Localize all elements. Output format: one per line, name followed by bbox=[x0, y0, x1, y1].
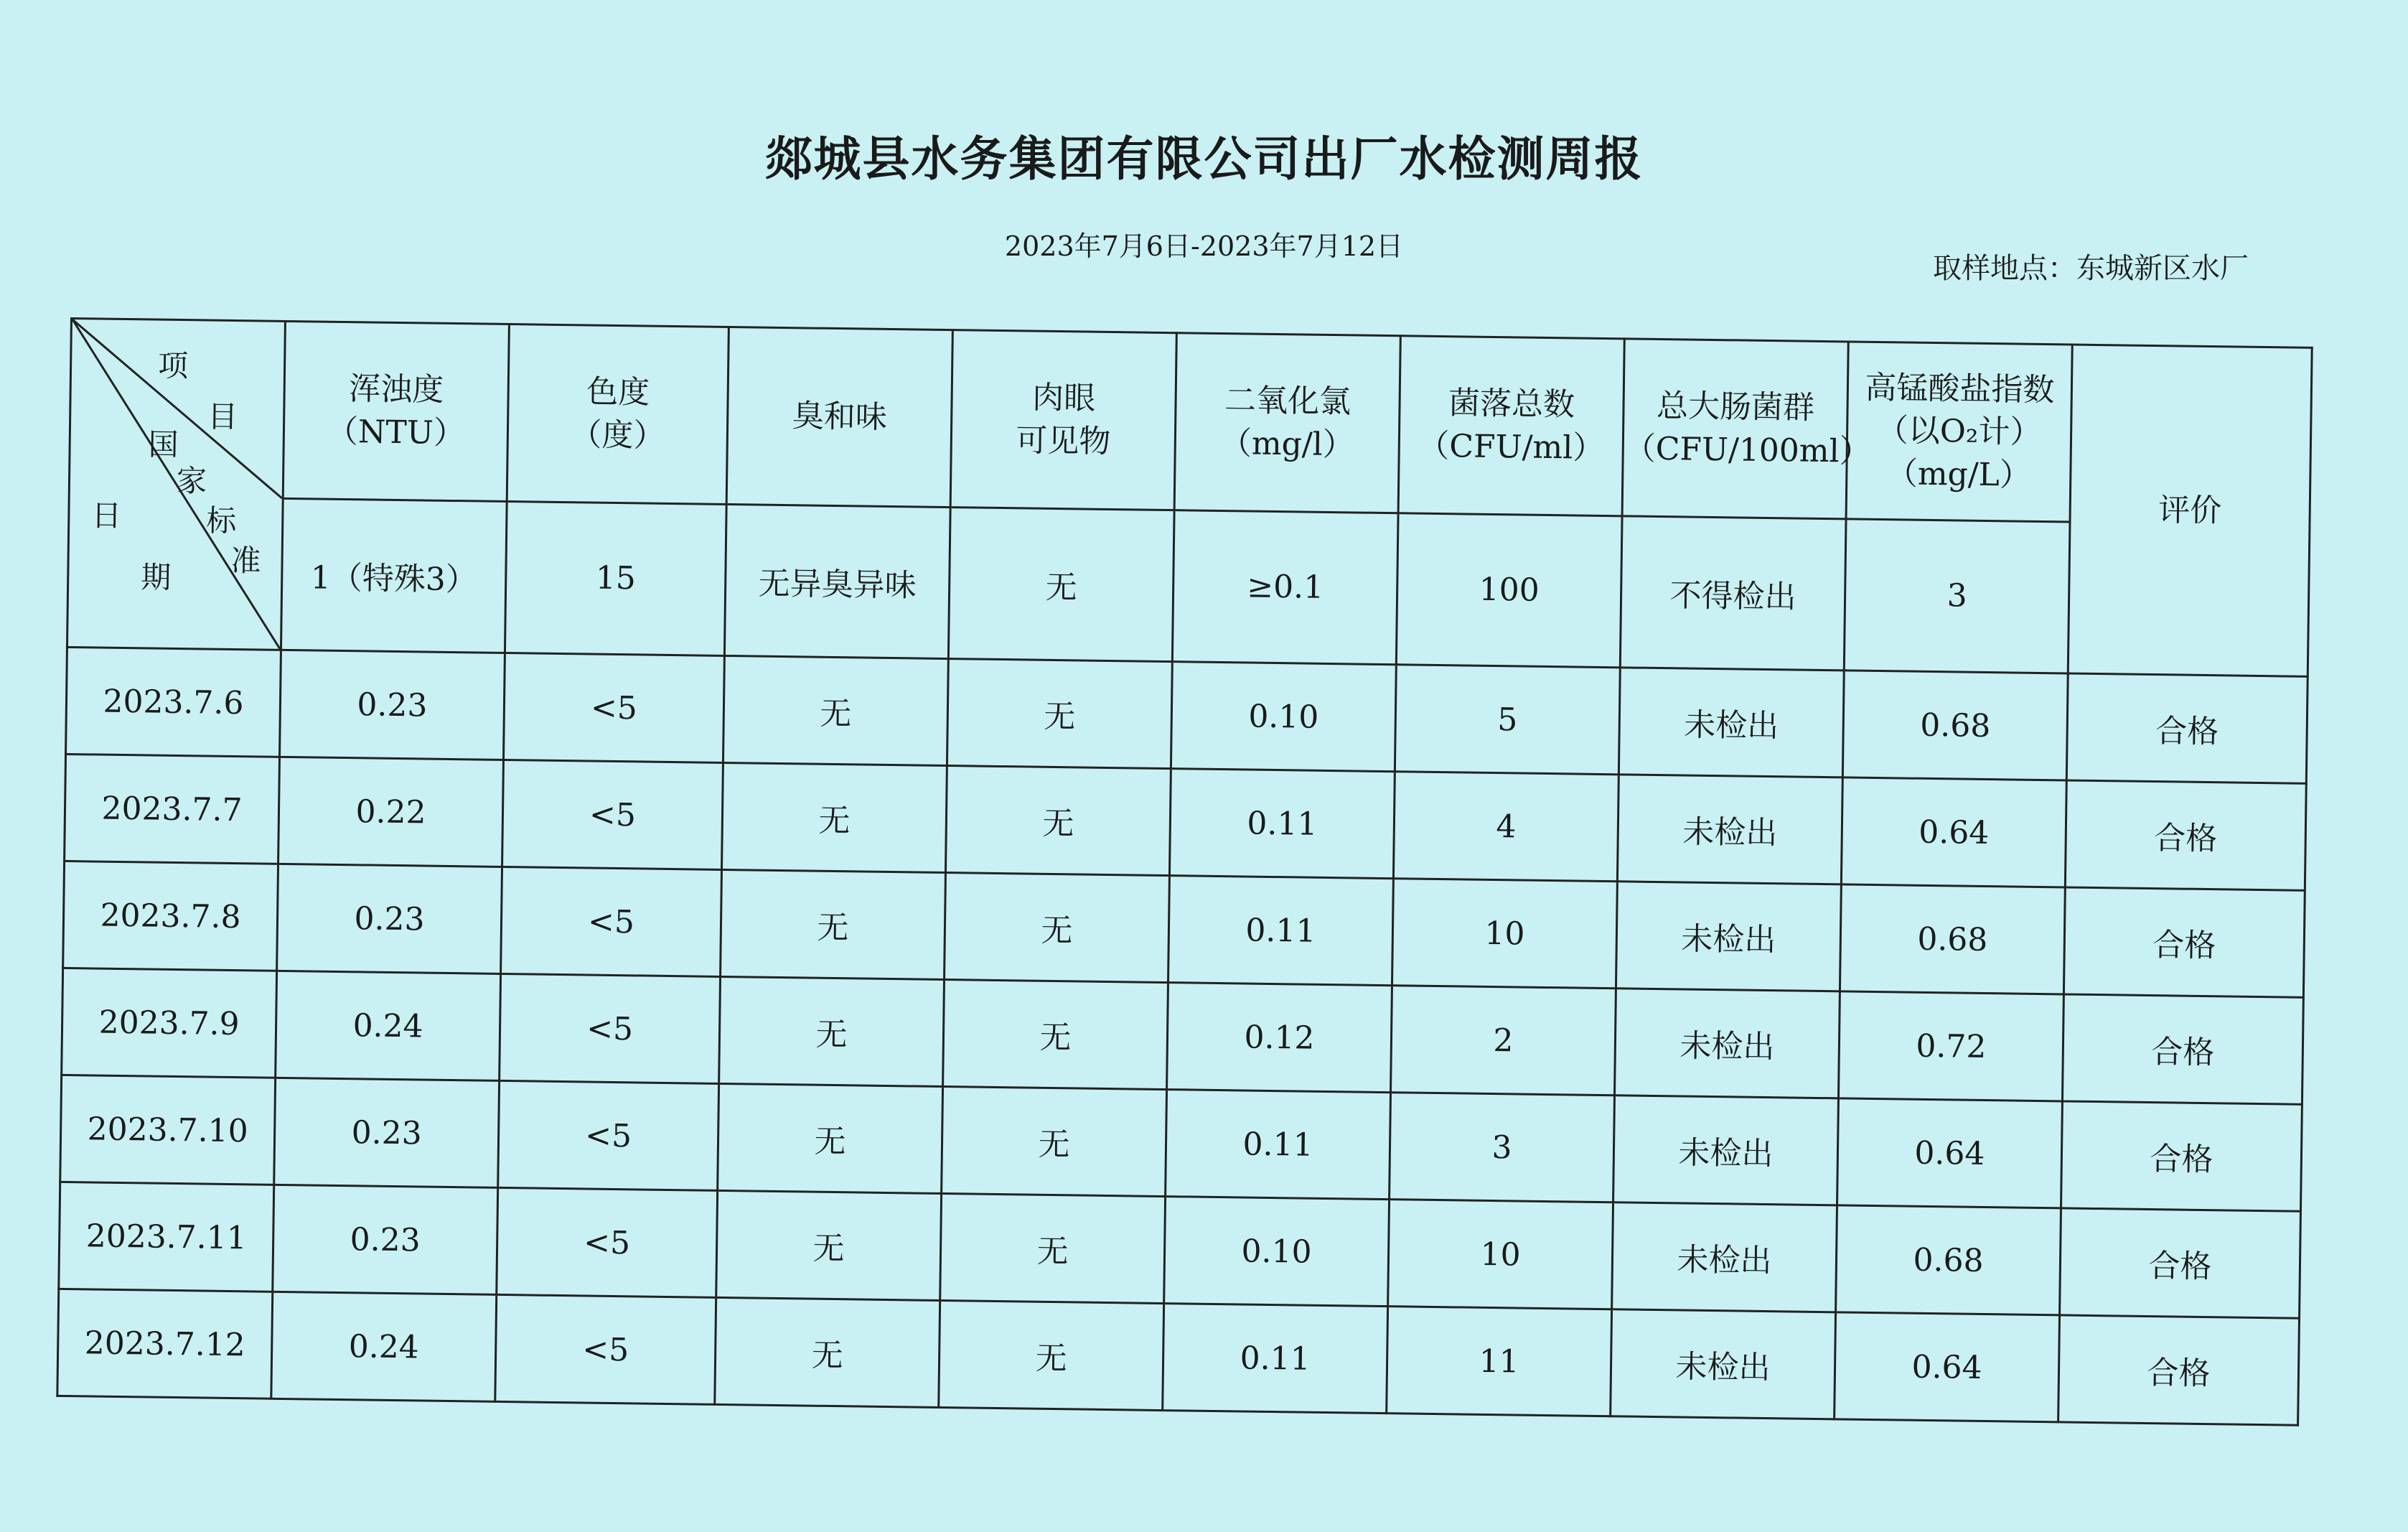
value-cell: 未检出 bbox=[1614, 989, 1840, 1098]
standard-coliforms: 不得检出 bbox=[1620, 515, 1846, 670]
value-cell: 无 bbox=[715, 1297, 940, 1407]
value-cell: 0.23 bbox=[274, 1078, 500, 1187]
value-cell: 无 bbox=[723, 655, 948, 765]
value-cell: 5 bbox=[1395, 665, 1620, 775]
report-period: 2023年7月6日-2023年7月12日 bbox=[1004, 230, 1404, 262]
corner-standard-2: 家 bbox=[176, 462, 207, 499]
value-cell: 无 bbox=[943, 980, 1168, 1090]
corner-item-2: 目 bbox=[207, 398, 238, 435]
value-cell: 未检出 bbox=[1612, 1202, 1837, 1312]
value-cell: 0.22 bbox=[278, 757, 504, 867]
header-visible-matter: 肉眼 可见物 bbox=[950, 330, 1176, 510]
value-cell: <5 bbox=[503, 653, 724, 762]
value-cell: 未检出 bbox=[1616, 882, 1841, 991]
evaluation-cell: 合格 bbox=[2058, 1315, 2300, 1425]
water-quality-table bbox=[56, 317, 2313, 1426]
header-permanganate-index: 高锰酸盐指数 （以O₂计） （mg/L） bbox=[1846, 342, 2072, 522]
value-cell: 未检出 bbox=[1617, 775, 1842, 884]
value-cell: 0.64 bbox=[1837, 1098, 2063, 1208]
value-cell: 0.64 bbox=[1841, 777, 2066, 887]
value-cell: <5 bbox=[500, 973, 721, 1083]
value-cell: 0.10 bbox=[1164, 1197, 1390, 1307]
evaluation-cell: 合格 bbox=[2066, 673, 2308, 783]
value-cell: <5 bbox=[501, 867, 722, 976]
date-cell: 2023.7.8 bbox=[63, 861, 278, 971]
corner-date-2: 期 bbox=[140, 559, 172, 595]
standard-colony-count: 100 bbox=[1396, 513, 1622, 667]
report-title: 郯城县水务集团有限公司出厂水检测周报 bbox=[764, 131, 1644, 187]
evaluation-cell: 合格 bbox=[2063, 887, 2305, 997]
value-cell: 0.11 bbox=[1169, 769, 1395, 879]
corner-item-1: 项 bbox=[157, 347, 189, 384]
header-chlorine-dioxide: 二氧化氯 （mg/l） bbox=[1174, 333, 1400, 513]
value-cell: 0.23 bbox=[280, 650, 505, 760]
value-cell: 0.10 bbox=[1171, 662, 1396, 772]
value-cell: 0.72 bbox=[1838, 991, 2063, 1101]
date-cell: 2023.7.7 bbox=[65, 754, 280, 864]
value-cell: 未检出 bbox=[1611, 1309, 1836, 1419]
value-cell: 无 bbox=[945, 873, 1170, 983]
value-cell: 2 bbox=[1391, 986, 1616, 1096]
value-cell: 无 bbox=[716, 1190, 942, 1300]
value-cell: 3 bbox=[1390, 1093, 1615, 1202]
value-cell: 无 bbox=[718, 1083, 943, 1193]
date-cell: 2023.7.10 bbox=[60, 1075, 276, 1185]
value-cell: <5 bbox=[495, 1294, 716, 1404]
value-cell: 0.11 bbox=[1166, 1090, 1391, 1200]
value-cell: 0.64 bbox=[1835, 1312, 2060, 1422]
value-cell: 无 bbox=[719, 976, 945, 1086]
value-cell: 0.68 bbox=[1836, 1205, 2061, 1315]
standard-color: 15 bbox=[505, 501, 726, 655]
value-cell: 0.11 bbox=[1163, 1304, 1388, 1414]
date-cell: 2023.7.11 bbox=[59, 1182, 274, 1292]
evaluation-cell: 合格 bbox=[2060, 1208, 2301, 1318]
value-cell: 4 bbox=[1393, 772, 1618, 882]
value-cell: 0.23 bbox=[273, 1185, 498, 1294]
date-cell: 2023.7.9 bbox=[62, 968, 277, 1078]
value-cell: 0.24 bbox=[276, 971, 501, 1080]
date-cell: 2023.7.6 bbox=[66, 647, 281, 757]
value-cell: 无 bbox=[945, 766, 1171, 876]
evaluation-cell: 合格 bbox=[2065, 780, 2306, 890]
value-cell: 0.11 bbox=[1168, 876, 1394, 986]
header-row bbox=[69, 319, 2312, 525]
value-cell: 11 bbox=[1387, 1307, 1612, 1416]
value-cell: <5 bbox=[498, 1080, 719, 1190]
header-evaluation: 评价 bbox=[2068, 345, 2312, 676]
value-cell: 0.68 bbox=[1840, 884, 2065, 994]
sampling-location: 取样地点：东城新区水厂 bbox=[1933, 252, 2249, 285]
corner-standard-1: 国 bbox=[148, 426, 179, 462]
value-cell: 无 bbox=[939, 1300, 1164, 1410]
standard-turbidity: 1（特殊3） bbox=[281, 498, 507, 653]
value-cell: 无 bbox=[721, 869, 946, 979]
date-cell: 2023.7.12 bbox=[57, 1289, 273, 1398]
value-cell: 0.23 bbox=[277, 864, 502, 973]
corner-standard-3: 标 bbox=[205, 503, 237, 539]
value-cell: 无 bbox=[947, 659, 1172, 769]
value-cell: 0.24 bbox=[271, 1292, 497, 1401]
value-cell: 未检出 bbox=[1618, 668, 1844, 777]
value-cell: 无 bbox=[942, 1087, 1167, 1197]
evaluation-cell: 合格 bbox=[2062, 994, 2303, 1104]
value-cell: 0.12 bbox=[1167, 983, 1392, 1093]
header-color: 色度 （度） bbox=[507, 324, 729, 505]
value-cell: 无 bbox=[722, 762, 947, 872]
evaluation-cell: 合格 bbox=[2061, 1101, 2302, 1211]
corner-standard-4: 准 bbox=[230, 542, 261, 579]
value-cell: <5 bbox=[502, 760, 723, 869]
corner-date-1: 日 bbox=[91, 498, 122, 533]
standard-permanganate-index: 3 bbox=[1844, 519, 2070, 673]
header-colony-count: 菌落总数 （CFU/ml） bbox=[1398, 336, 1624, 516]
value-cell: 0.68 bbox=[1842, 671, 2068, 780]
standard-chlorine-dioxide: ≥0.1 bbox=[1172, 510, 1398, 664]
header-turbidity: 浑浊度 （NTU） bbox=[283, 321, 509, 501]
header-coliforms: 总大肠菌群 （CFU/100ml） bbox=[1622, 339, 1848, 519]
value-cell: 10 bbox=[1388, 1200, 1613, 1309]
value-cell: 无 bbox=[940, 1193, 1166, 1303]
standard-visible-matter: 无 bbox=[948, 507, 1174, 661]
header-odor-taste: 臭和味 bbox=[726, 327, 952, 508]
value-cell: <5 bbox=[497, 1187, 718, 1297]
value-cell: 未检出 bbox=[1613, 1096, 1839, 1205]
standard-odor-taste: 无异臭异味 bbox=[724, 504, 950, 658]
value-cell: 10 bbox=[1392, 879, 1617, 989]
standard-row bbox=[67, 495, 2309, 676]
corner-cell bbox=[67, 319, 285, 650]
